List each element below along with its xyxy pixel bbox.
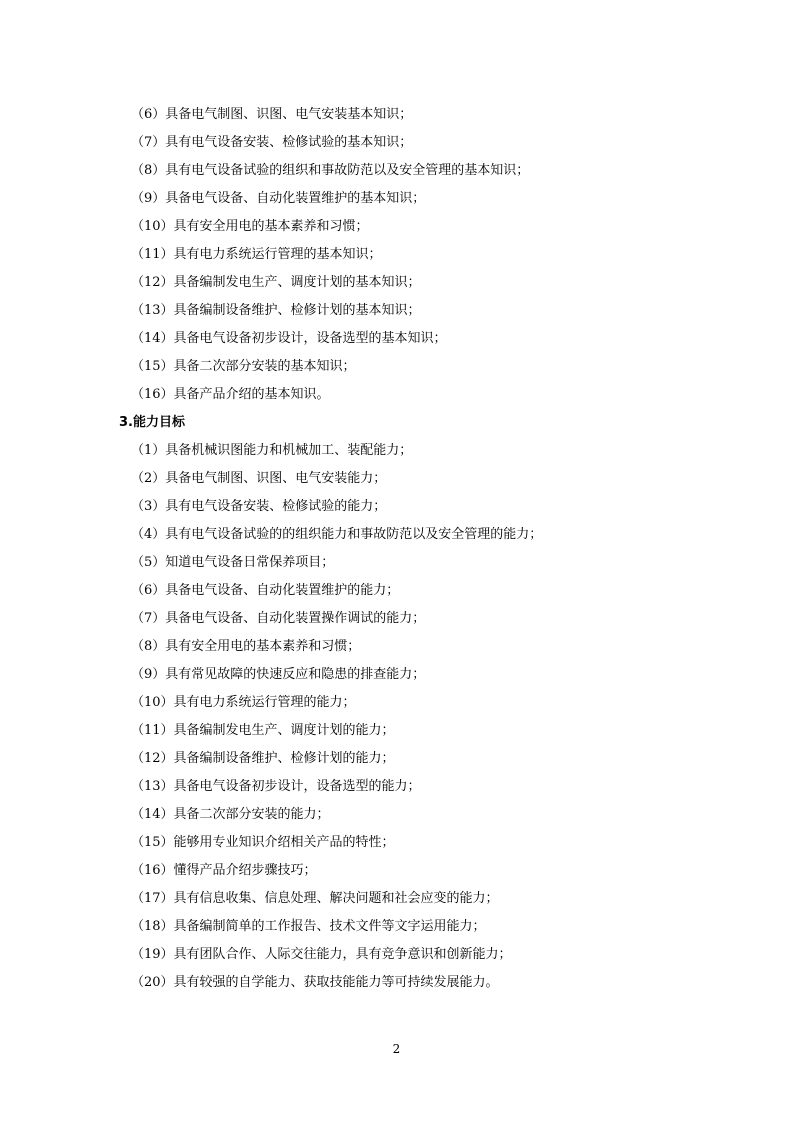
ability-section-title: 3.能力目标 xyxy=(119,415,185,430)
knowledge-item: （16）具备产品介绍的基本知识。 xyxy=(131,387,330,402)
ability-item: （5）知道电气设备日常保养项目； xyxy=(131,555,335,570)
ability-item: （14）具备二次部分安装的能力； xyxy=(131,807,330,822)
knowledge-item: （9）具备电气设备、自动化装置维护的基本知识； xyxy=(131,191,426,206)
content-lines xyxy=(119,101,731,997)
knowledge-item: （14）具备电气设备初步设计，设备选型的基本知识； xyxy=(131,331,447,346)
ability-item: （8）具有安全用电的基本素养和习惯； xyxy=(131,639,361,654)
knowledge-item: （13）具备编制设备维护、检修计划的基本知识； xyxy=(131,303,421,318)
knowledge-item: （8）具有电气设备试验的组织和事故防范以及安全管理的基本知识； xyxy=(131,163,530,178)
ability-item: （9）具有常见故障的快速反应和隐患的排查能力； xyxy=(131,667,426,682)
ability-item: （12）具备编制设备维护、检修计划的能力； xyxy=(131,751,395,766)
knowledge-item: （6）具备电气制图、识图、电气安装基本知识； xyxy=(131,107,413,122)
page-number: 2 xyxy=(392,1042,401,1056)
knowledge-item: （10）具有安全用电的基本素养和习惯； xyxy=(131,219,369,234)
ability-item: （20）具有较强的自学能力、获取技能能力等可持续发展能力。 xyxy=(131,975,499,990)
ability-item: （11）具备编制发电生产、调度计划的能力； xyxy=(131,723,395,738)
ability-item: （3）具有电气设备安装、检修试验的能力； xyxy=(131,499,387,514)
ability-item: （4）具有电气设备试验的的组织能力和事故防范以及安全管理的能力； xyxy=(131,527,543,542)
knowledge-item: （7）具有电气设备安装、检修试验的基本知识； xyxy=(131,135,413,150)
ability-item: （17）具有信息收集、信息处理、解决问题和社会应变的能力； xyxy=(131,891,499,906)
ability-item: （2）具备电气制图、识图、电气安装能力； xyxy=(131,471,387,486)
ability-item: （19）具有团队合作、人际交往能力，具有竞争意识和创新能力； xyxy=(131,947,512,962)
knowledge-item: （11）具有电力系统运行管理的基本知识； xyxy=(131,247,382,262)
ability-item: （10）具有电力系统运行管理的能力； xyxy=(131,695,356,710)
ability-item: （6）具备电气设备、自动化装置维护的能力； xyxy=(131,583,400,598)
knowledge-item: （12）具备编制发电生产、调度计划的基本知识； xyxy=(131,275,421,290)
ability-item: （1）具备机械识图能力和机械加工、装配能力； xyxy=(131,443,413,458)
ability-item: （18）具备编制简单的工作报告、技术文件等文字运用能力； xyxy=(131,919,486,934)
ability-item: （7）具备电气设备、自动化装置操作调试的能力； xyxy=(131,611,426,626)
ability-item: （13）具备电气设备初步设计，设备选型的能力； xyxy=(131,779,421,794)
ability-item: （15）能够用专业知识介绍相关产品的特性； xyxy=(131,835,395,850)
knowledge-item: （15）具备二次部分安装的基本知识； xyxy=(131,359,356,374)
ability-item: （16）懂得产品介绍步骤技巧； xyxy=(131,863,317,878)
